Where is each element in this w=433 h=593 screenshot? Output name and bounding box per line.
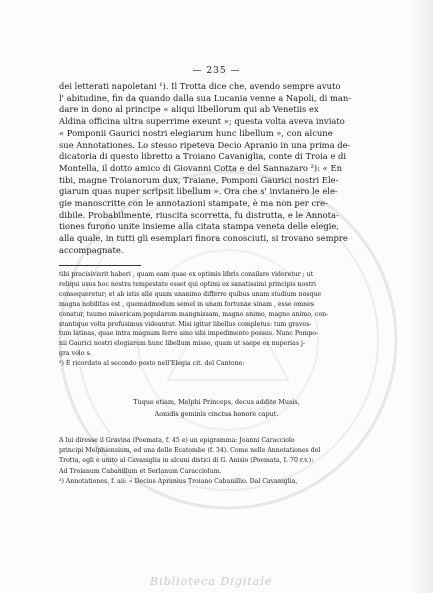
footnote-line: stantique volta profusimus videantur. Misi igitur libellus completus: tum graves-: [59, 320, 312, 328]
body-line: gie manoscritte con le annotazioni stampate, è ma non per cre-: [59, 198, 328, 209]
footnote-line: Ad Troianum Cabanillum et Serlanum Caracciolum.: [59, 467, 222, 475]
verse-line: Tuque etiam, Melphi Princeps, decus addite Musis,: [133, 398, 300, 406]
footnote-line: conatur, tuumo misericam popularem mangnissam, magno animo, magno animo, con-: [59, 310, 329, 318]
page-edge-shadow: [409, 0, 433, 593]
footnote-line: ³) Annotationes, f. aii: « Decius Apranius Troiano Cabanillio. Dal Cavaniglia,: [59, 477, 298, 485]
footnotes-bottom: [59, 436, 396, 487]
page-number: — 235 —: [192, 66, 241, 76]
footnote-divider: [59, 265, 141, 266]
body-line: Aldina officina ultra superrime exeunt »; questa volta aveva inviato: [59, 116, 345, 127]
body-line: « Pomponii Gaurici nostri elegiarum hunc libellum », con alcune: [59, 127, 333, 138]
digital-library-stamp: Biblioteca Digitale: [150, 575, 273, 588]
body-line: giarum quas nuper scripsit libellum ». Ora che s' invianero le ele-: [59, 186, 338, 197]
footnotes-top: [59, 270, 396, 369]
quoted-verse: [0, 396, 433, 420]
footnote-line: consequeretur; et ab istis alle quam unanimo differre quibus unam studium nosque: [59, 290, 322, 298]
footnote-line: ²) È ricordato al secondo posto nell'Elegia cit. del Cantone:: [59, 360, 245, 368]
footnote-line: nii Gaurici nostri elegiarum hunc libellum misso, quam ut saepe ex nuperias j-: [59, 340, 305, 348]
main-body-text: [59, 81, 396, 257]
body-line: l' abitudine, fin da quando dalla sua Lucania venne a Napoli, di man-: [59, 92, 352, 103]
footnote-line: gra volo s.: [59, 350, 92, 358]
footnote-line: magna nobilitas est , quemadmodum semel in unam fortunae sinam , esse omnes: [59, 300, 314, 308]
footnote-line: tum latinas, quae intra magnum ferre aino sibi impedimento possus. Nunc Pompo-: [59, 330, 319, 338]
body-line: Montella, il dotto amico di Giovanni Cotta e del Sannazaro ²): « En: [59, 162, 342, 173]
footnote-line: Trotta, egli è unito al Cavaniglia in alcuni distici di G. Anisio (Poemata, I. 70 r.v.):: [59, 457, 314, 465]
footnote-line: A lui diresse il Gravina (Poemata, f. 45 e) un epigramma: Joanni Caracciolo: [59, 437, 295, 444]
body-line: dibile. Probabilmente, riuscita scorretta, fu distrutta, e le Annota-: [59, 209, 339, 220]
body-line: accompagnate.: [59, 244, 124, 255]
body-line: tiones furono unite insieme alla citata stampa veneta delle elegie,: [59, 221, 340, 232]
body-line: dicatoria di questo libretto a Troiano Cavaniglia, conte di Troia e di: [59, 151, 347, 162]
body-line: alla quale, in tutti gli esemplari finora conosciuti, si trovano sempre: [59, 233, 348, 244]
body-line: dei letterati napoletani ¹). Il Trotta dice che, avendo sempre avuto: [59, 81, 341, 91]
body-line: tibi, magne Troianorum dux, Traiane, Pomponi Gaurici nostri Ele-: [59, 174, 339, 185]
footnote-line: principi Melphiensium, ed una delle Ecatombe (f. 34). Come nelle Annotationes del: [59, 447, 321, 455]
footnote-line: reliqui usus hoc nostra tempestate esset qui optimi ex sanatissimi principis nostri: [59, 280, 316, 288]
body-line: dare in dono al principe « aliqui libellorum qui ab Venetiis ex: [59, 104, 319, 115]
verse-line: Aonidis geminis cinctus honore caput.: [154, 410, 279, 418]
footnote-line: tibi pracisivisrit haberi , quam eam quae ex optimis libris consilare videretur ; ut: [59, 271, 314, 278]
body-line: sue Annotationes. Lo stesso ripeteva Decio Apranio in una prima de-: [59, 139, 351, 150]
